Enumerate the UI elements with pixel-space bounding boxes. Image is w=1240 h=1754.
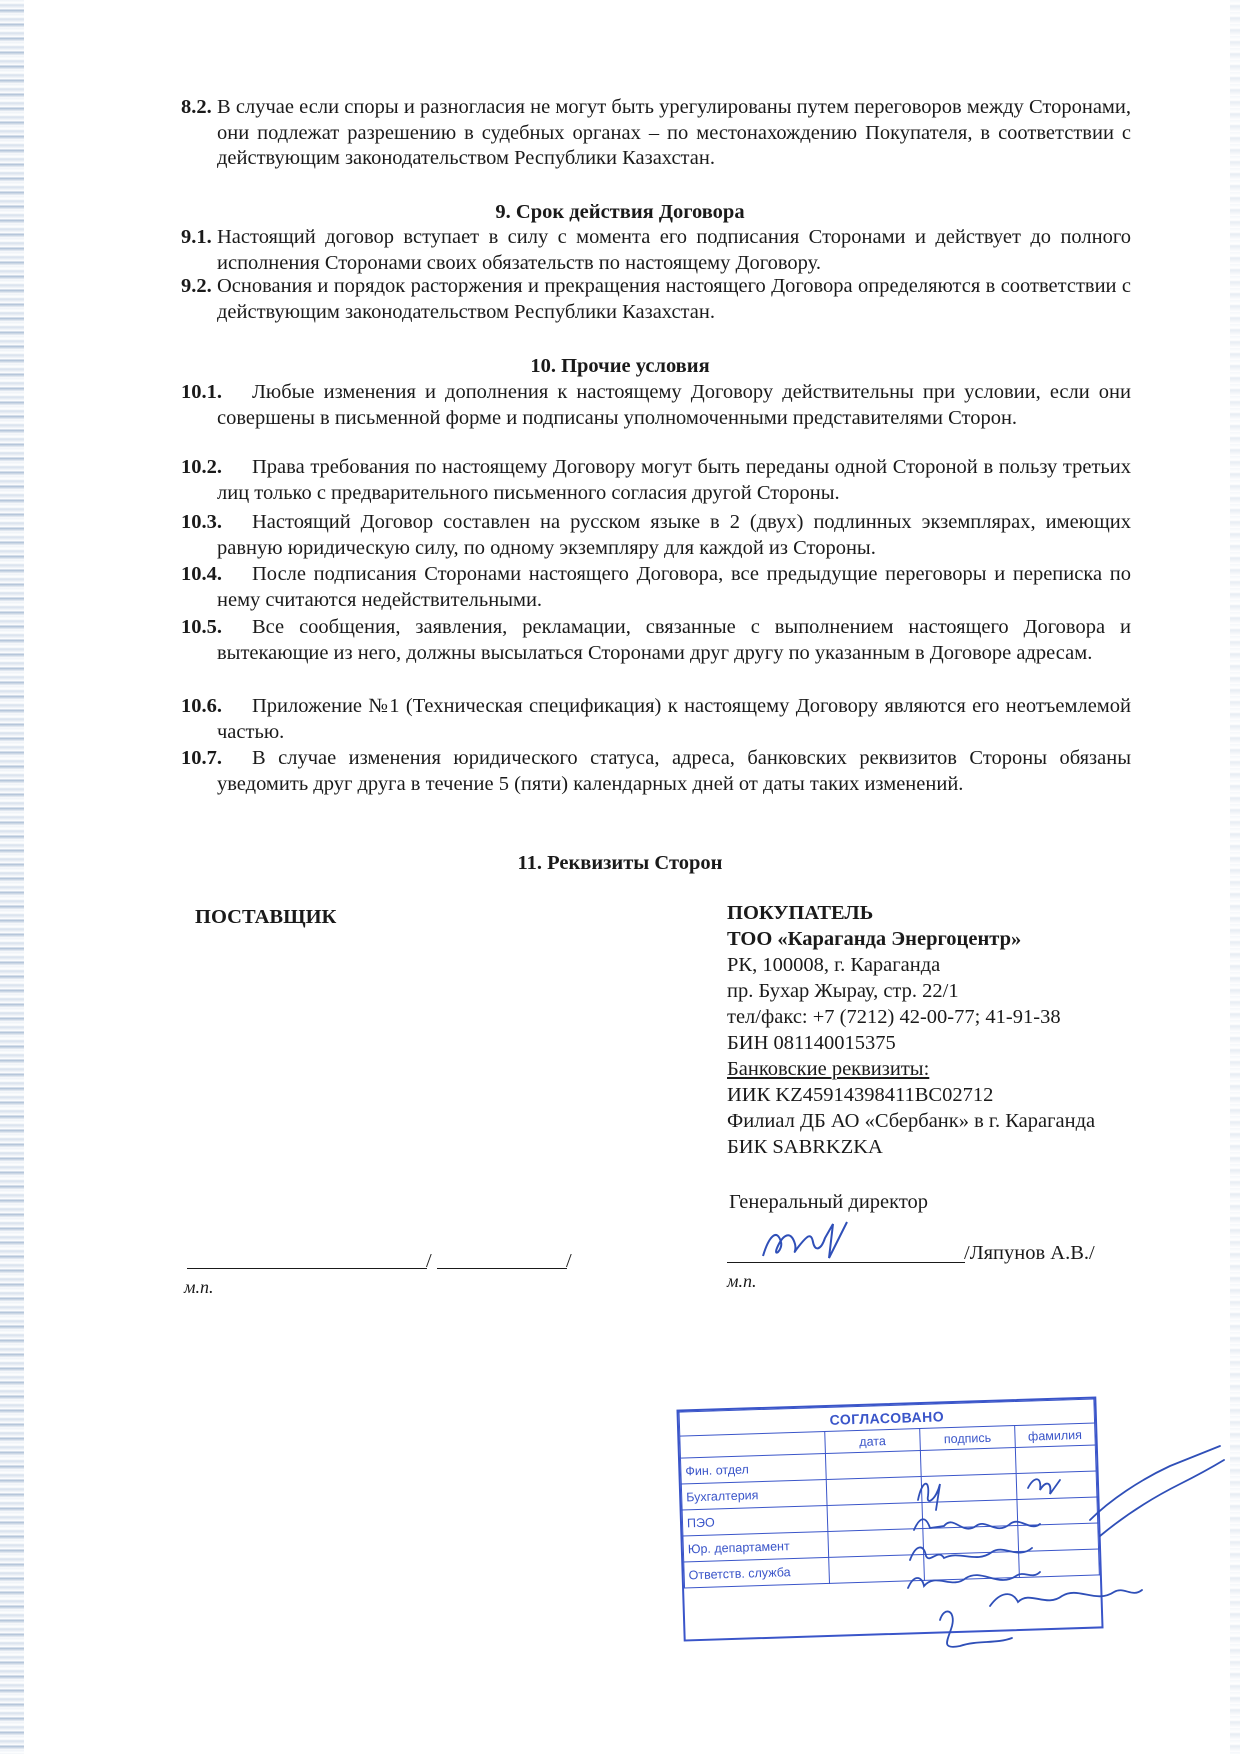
clause-text: Основания и порядок расторжения и прекращения настоящего Договора определяются в соответствии с действующим законодательством Республики Казахстан. [217, 275, 1131, 323]
stamp-row-label: Бухгалтерия [681, 1479, 827, 1510]
clause-number: 10.6. [181, 695, 222, 717]
director-signature [755, 1218, 875, 1268]
supplier-seal-mark: м.п. [184, 1277, 214, 1297]
clause-8-2 [181, 95, 1131, 172]
clause-10-7 [181, 746, 1131, 797]
clause-text: Приложение №1 (Техническая спецификация) к настоящему Договору являются его неотъемлемой частью. [217, 695, 1131, 743]
stamp-row-label: Ответств. служба [684, 1557, 830, 1588]
buyer-phone: тел/факс: +7 (7212) 42-00-77; 41-91-38 [727, 1006, 1061, 1028]
clause-10-6 [181, 694, 1131, 745]
section-heading-11: 11. Реквизиты Сторон [517, 852, 723, 874]
clause-number: 10.2. [181, 456, 222, 478]
stamp-col-surname: фамилия [1015, 1423, 1096, 1448]
clause-9-1 [181, 225, 1131, 276]
clause-10-1 [181, 380, 1131, 431]
section-heading-10: 10. Прочие условия [530, 355, 710, 377]
stamp-col-date: дата [825, 1429, 921, 1454]
stamp-row-label: Юр. департамент [683, 1531, 829, 1562]
clause-10-4 [181, 562, 1131, 613]
stamp-title: СОГЛАСОВАНО [679, 1399, 1095, 1436]
clause-10-5 [181, 615, 1131, 666]
clause-number: 10.3. [181, 511, 222, 533]
buyer-bik: БИК SABRKZKA [727, 1136, 883, 1158]
supplier-block [195, 904, 336, 930]
clause-text: Все сообщения, заявления, рекламации, связанные с выполнением настоящего Договора и вытекающие из него, должны высылаться Сторонами друг другу по указанным в Договоре адресам. [217, 616, 1131, 664]
clause-number: 9.2. [181, 275, 212, 297]
clause-number: 8.2. [181, 96, 212, 118]
buyer-company: ТОО «Караганда Энергоцентр» [727, 928, 1022, 950]
stamp-col-sign: подпись [920, 1426, 1016, 1451]
supplier-signature-line [187, 1268, 427, 1269]
clause-number: 10.1. [181, 381, 222, 403]
buyer-signer-name: /Ляпунов А.В./ [964, 1242, 1095, 1264]
clause-number: 10.4. [181, 563, 222, 585]
buyer-signature-line [727, 1262, 965, 1263]
clause-text: Настоящий договор вступает в силу с момента его подписания Сторонами и действует до полного исполнения Сторонами своих обязательств по настоящему Договору. [217, 226, 1131, 274]
buyer-iik: ИИК KZ45914398411BC02712 [727, 1084, 994, 1106]
clause-number: 10.7. [181, 747, 222, 769]
clause-10-2 [181, 455, 1131, 506]
buyer-bin: БИН 081140015375 [727, 1032, 896, 1054]
buyer-address-1: РК, 100008, г. Караганда [727, 954, 941, 976]
clause-text: Права требования по настоящему Договору могут быть переданы одной Стороной в пользу третьих лиц только с предварительного письменного согласия другой Стороны. [217, 456, 1131, 504]
buyer-block [727, 900, 1095, 1160]
clause-number: 10.5. [181, 616, 222, 638]
section-heading-9: 9. Срок действия Договора [495, 201, 745, 223]
approval-stamp [676, 1396, 1103, 1641]
supplier-title: ПОСТАВЩИК [195, 906, 337, 928]
buyer-position: Генеральный директор [729, 1191, 929, 1213]
clause-text: После подписания Сторонами настоящего Договора, все предыдущие переговоры и переписка по нему считаются недействительными. [217, 563, 1131, 611]
clause-9-2 [181, 274, 1131, 325]
buyer-title: ПОКУПАТЕЛЬ [727, 902, 874, 924]
stamp-row-label: Фин. отдел [680, 1453, 826, 1484]
clause-number: 9.1. [181, 226, 212, 248]
buyer-address-2: пр. Бухар Жырау, стр. 22/1 [727, 980, 959, 1002]
clause-text: Настоящий Договор составлен на русском языке в 2 (двух) подлинных экземплярах, имеющих равную юридическую силу, по одному экземпляру для каждой из Стороны. [217, 511, 1131, 559]
buyer-seal-mark: м.п. [727, 1271, 757, 1291]
supplier-slash-1: / [426, 1250, 432, 1272]
clause-10-3 [181, 510, 1131, 561]
stamp-row-label: ПЭО [682, 1505, 828, 1536]
approval-table [679, 1399, 1100, 1589]
supplier-slash-2: / [566, 1250, 572, 1272]
clause-text: В случае если споры и разногласия не могут быть урегулированы путем переговоров между Сторонами, они подлежат разрешению в судебных органах – по местонахождению Покупателя, в соответствии с действующим законодательством Республики Казахстан. [217, 96, 1131, 169]
clause-text: Любые изменения и дополнения к настоящему Договору действительны при условии, если они совершены в письменной форме и подписаны уполномоченными представителями Сторон. [217, 381, 1131, 429]
buyer-bank: Филиал ДБ АО «Сбербанк» в г. Караганда [727, 1110, 1096, 1132]
supplier-name-line [437, 1268, 567, 1269]
clause-text: В случае изменения юридического статуса, адреса, банковских реквизитов Стороны обязаны уведомить друг друга в течение 5 (пяти) календарных дней от даты таких изменений. [217, 747, 1131, 795]
buyer-bank-header: Банковские реквизиты: [727, 1058, 930, 1080]
